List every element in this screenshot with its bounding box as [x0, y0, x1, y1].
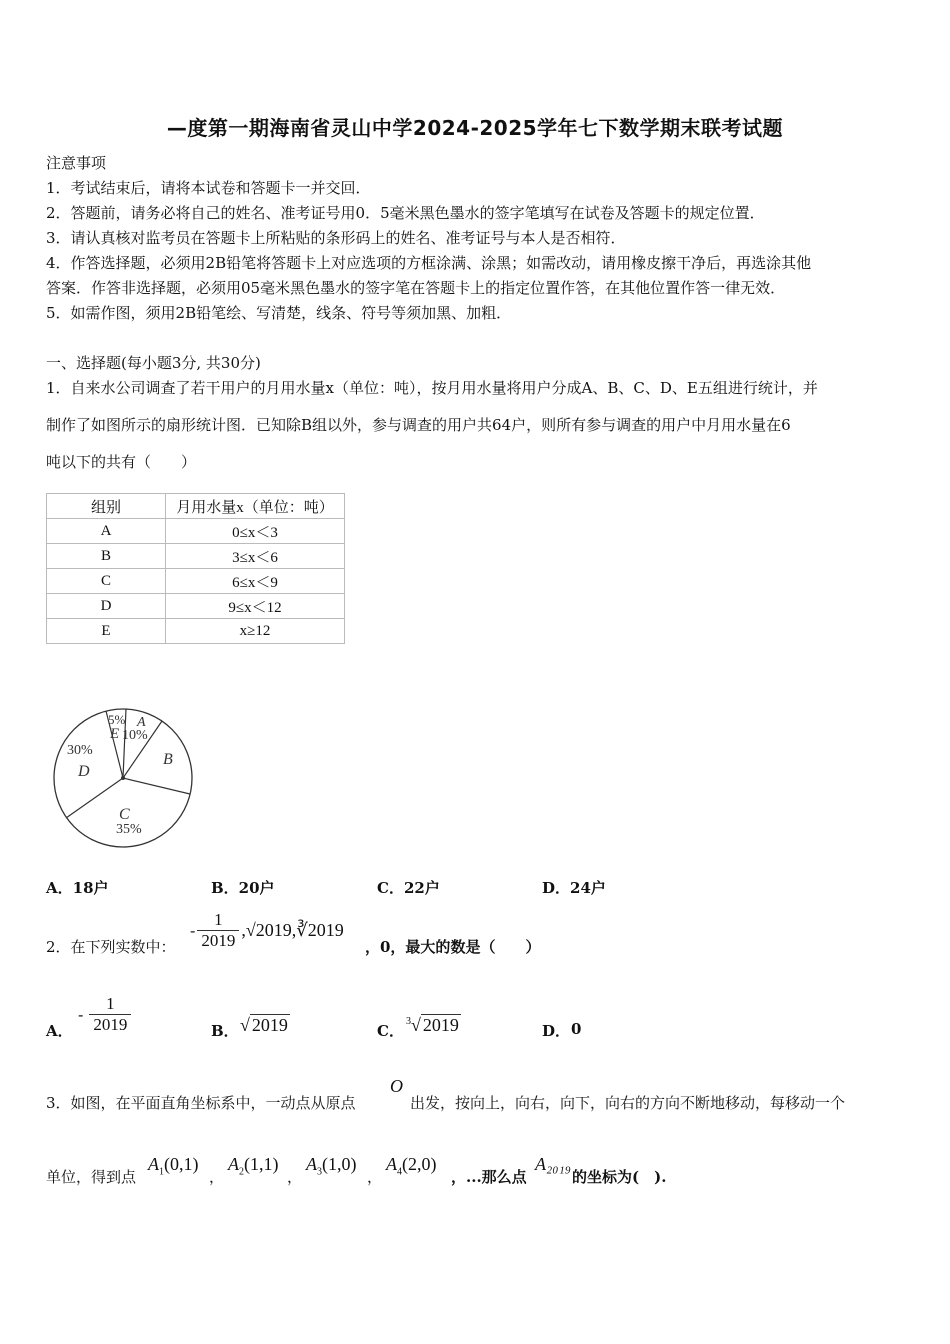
sqrt-icon: √ — [240, 1015, 250, 1035]
q1-stem-line3: 吨以下的共有（ ） — [46, 453, 197, 471]
q3-separator: ， — [367, 1168, 383, 1186]
q3-point-a3-index: 3 — [317, 1166, 322, 1178]
table-cell: C — [47, 569, 166, 594]
pie-divider — [123, 778, 190, 794]
q3-stem-line2-a: 单位，得到点 — [46, 1168, 137, 1186]
q2-neg-sign: - — [190, 920, 196, 940]
section-heading: 一、选择题(每小题3分, 共30分) — [46, 354, 261, 372]
table-cell: x≥12 — [166, 619, 345, 644]
q3-point-a2: $A_2(1,1)$ — [228, 1154, 279, 1178]
notice-item: 1．考试结束后，请将本试卷和答题卡一并交回． — [46, 179, 371, 197]
notice-item: 答案．作答非选择题，必须用05毫米黑色墨水的签字笔在答题卡上的指定位置作答，在其他位置作答一律无效． — [46, 279, 786, 297]
q2-option-a-den: 2019 — [93, 1014, 128, 1034]
table-cell: B — [47, 544, 166, 569]
pie-label-d-pct: 30% — [67, 743, 93, 758]
q2-option-b-label[interactable]: B． — [211, 1022, 239, 1040]
q2-option-c-label[interactable]: C． — [377, 1022, 404, 1040]
notice-heading: 注意事项 — [46, 154, 107, 172]
q3-stem-line2-b: ，...那么点 — [451, 1168, 527, 1186]
pie-label-a: A — [137, 715, 146, 730]
q1-stem-line2: 制作了如图所示的扇形统计图．已知除B组以外，参与调查的用户共64户，则所有参与调查的用户中月用水量在6 — [46, 416, 791, 434]
q1-option-d[interactable]: D．24户 — [542, 879, 606, 897]
q2-frac-num: 1 — [197, 910, 239, 931]
q3-point-a4: $A_4(2,0)$ — [386, 1154, 437, 1178]
table-row — [47, 544, 345, 569]
pie-divider — [66, 778, 123, 818]
q3-point-a1: $A_1(0,1)$ — [148, 1154, 199, 1178]
q3-point-a3-coord: (1,0) — [322, 1154, 357, 1174]
table-cell: D — [47, 594, 166, 619]
q3-stem-line1-b: 出发，按向上，向右，向下，向右的方向不断地移动，每移动一个 — [410, 1094, 846, 1112]
q3-stem-line2-c: 的坐标为( ). — [572, 1168, 667, 1186]
table-cell: 3≤x＜6 — [166, 544, 345, 569]
q2-option-a-fraction — [89, 994, 131, 1034]
notice-item: 2．答题前，请务必将自己的姓名、准考证号用0．5毫米黑色墨水的签字笔填写在试卷及答题卡的规定位置． — [46, 204, 765, 222]
table-row — [47, 594, 345, 619]
notice-item: 4．作答选择题，必须用2B铅笔将答题卡上对应选项的方框涂满、涂黑；如需改动，请用橡皮擦干净后，再选涂其他 — [46, 254, 812, 272]
notice-item: 5．如需作图，须用2B铅笔绘、写清楚，线条、符号等须加黑、加粗． — [46, 304, 512, 322]
q3-point-a3: $A_3(1,0)$ — [306, 1154, 357, 1178]
table-row — [47, 569, 345, 594]
table-cell: 0≤x＜3 — [166, 519, 345, 544]
pie-label-c-pct: 35% — [116, 822, 142, 837]
q3-point-a1-index: 1 — [159, 1166, 164, 1178]
q2-frac-den: 2019 — [201, 930, 236, 950]
pie-label-d: D — [78, 763, 90, 780]
q2-stem: 2．在下列实数中： — [46, 938, 176, 956]
q3-point-a2-coord: (1,1) — [244, 1154, 279, 1174]
q3-separator: ， — [209, 1168, 225, 1186]
q3-stem-line1-a: 3．如图，在平面直角坐标系中，一动点从原点 — [46, 1094, 356, 1112]
q2-option-c-value[interactable] — [406, 1015, 461, 1036]
q1-option-b[interactable]: B．20户 — [211, 879, 275, 897]
pie-label-e-pct: 5% — [108, 712, 126, 727]
q2-option-a-num: 1 — [89, 994, 131, 1015]
pie-label-e: E — [110, 726, 120, 742]
q2-fraction — [197, 910, 239, 950]
q2-option-b-value[interactable] — [240, 1015, 290, 1036]
q2-option-c-radicand: 2019 — [422, 1015, 459, 1035]
q3-point-a1-coord: (0,1) — [164, 1154, 199, 1174]
table-header: 组别 — [47, 494, 166, 519]
q2-option-d-label[interactable]: D． — [542, 1022, 571, 1040]
q2-option-a-label[interactable]: A． — [46, 1022, 73, 1040]
q3-origin: O — [390, 1076, 403, 1096]
q2-option-c-index: 3 — [406, 1016, 411, 1027]
table-row — [47, 519, 345, 544]
q2-number-list — [190, 910, 344, 950]
q1-option-a[interactable]: A．18户 — [46, 879, 109, 897]
table-cell: A — [47, 519, 166, 544]
pie-center — [121, 776, 125, 780]
q2-radicals: ,√2019,∛2019 — [241, 919, 344, 940]
q1-stem-line1: 1．自来水公司调查了若干用户的月用水量x（单位：吨），按月用水量将用户分成A、B、C、D、E五组进行统计，并 — [46, 379, 818, 397]
q1-option-c[interactable]: C．22户 — [377, 879, 440, 897]
table-cell: 9≤x＜12 — [166, 594, 345, 619]
group-table — [46, 493, 345, 644]
pie-chart — [46, 704, 206, 854]
q3-target-point: A₂₀₁₉ — [535, 1154, 572, 1174]
q2-option-a-sign: - — [78, 1004, 84, 1024]
q3-point-a4-index: 4 — [397, 1166, 402, 1178]
table-cell: 6≤x＜9 — [166, 569, 345, 594]
notice-item: 3．请认真核对监考员在答题卡上所粘贴的条形码上的姓名、准考证号与本人是否相符． — [46, 229, 626, 247]
table-header: 月用水量x（单位：吨） — [166, 494, 345, 519]
q2-option-b-radicand: 2019 — [251, 1015, 288, 1035]
pie-label-b: B — [163, 751, 173, 768]
table-row — [47, 619, 345, 644]
pie-label-a-pct: 10% — [122, 728, 148, 743]
q3-separator: ， — [287, 1168, 303, 1186]
cbrt-icon: √ — [411, 1015, 421, 1035]
q3-point-a4-coord: (2,0) — [402, 1154, 437, 1174]
q2-option-a-value[interactable] — [78, 994, 131, 1034]
pie-label-c: C — [119, 806, 130, 823]
table-cell: E — [47, 619, 166, 644]
q2-stem-tail: ，0，最大的数是（ ） — [365, 938, 541, 956]
q3-point-a2-index: 2 — [239, 1166, 244, 1178]
page-title: —度第一期海南省灵山中学2024-2025学年七下数学期末联考试题 — [166, 116, 784, 140]
table-header-row — [47, 494, 345, 519]
q2-option-d-value[interactable]: 0 — [571, 1020, 582, 1038]
